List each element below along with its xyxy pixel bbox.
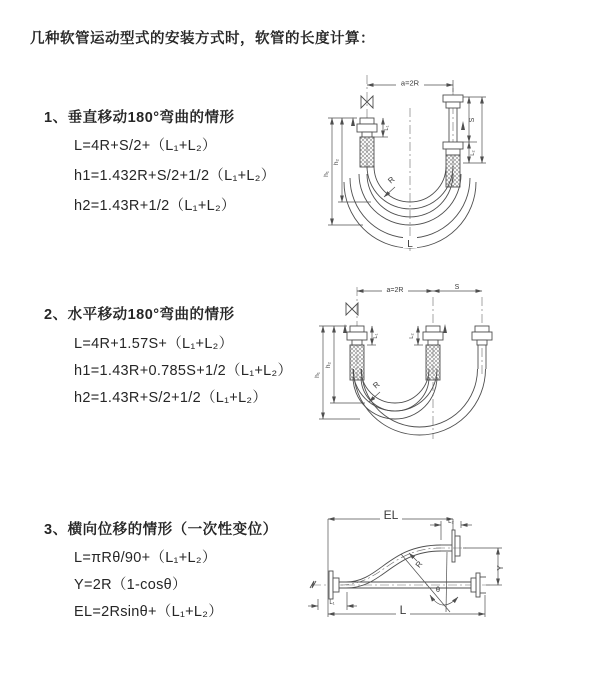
centerline-break-icon — [310, 581, 316, 588]
formula-line: L=πRθ/90+（L₁+L₂） — [74, 550, 217, 566]
section-1-heading: 1、垂直移动180°弯曲的情形 — [44, 110, 235, 126]
formula-line: EL=2Rsinθ+（L₁+L₂） — [74, 604, 224, 620]
flange-upper-right — [436, 530, 466, 562]
dim-label-l2: L₂ — [470, 150, 476, 156]
dim-label-radius: R — [386, 174, 397, 186]
dim-label-h1: h₁ — [323, 171, 330, 177]
formula-line: h1=1.43R+0.785S+1/2（L₁+L₂） — [74, 363, 293, 379]
page-title: 几种软管运动型式的安装方式时，软管的长度计算： — [30, 31, 375, 47]
dim-label-el: EL — [383, 508, 399, 522]
section-1-formulas — [74, 131, 276, 221]
hose-fitting-left — [357, 118, 377, 167]
dim-label-length: L — [399, 603, 407, 617]
dim-label-radius: R — [371, 379, 382, 391]
dim-label-length: L — [407, 239, 413, 250]
dim-label-h2: h₂ — [333, 158, 340, 166]
flow-arrow-icon — [461, 121, 465, 130]
dim-label-l1: L₁ — [329, 600, 335, 606]
dim-label-h2: h₂ — [325, 361, 332, 369]
flow-arrow-icon — [343, 324, 347, 333]
formula-line: h1=1.432R+S/2+1/2（L₁+L₂） — [74, 168, 276, 184]
dim-label-l2: L₂ — [409, 333, 415, 339]
formula-line: L=4R+1.57S+（L₁+L₂） — [74, 336, 234, 352]
formula-line: L=4R+S/2+（L₁+L₂） — [74, 138, 217, 154]
dim-label-l2: L₂ — [448, 519, 454, 525]
dim-label-l1: L₁ — [373, 333, 379, 339]
formula-line: Y=2R（1-cosθ） — [74, 577, 187, 593]
hose-s-curve — [340, 545, 441, 588]
dim-label-s: S — [454, 284, 460, 291]
diagram-vertical-180-bend — [313, 70, 588, 258]
diagram-lateral-displacement — [300, 500, 600, 652]
dim-label-theta: θ — [435, 585, 441, 594]
formula-line: h2=1.43R+1/2（L₁+L₂） — [74, 198, 236, 214]
hose-fitting-right — [472, 326, 492, 369]
section-3-heading: 3、横向位移的情形（一次性变位） — [44, 522, 278, 538]
section-3-formulas — [74, 545, 223, 626]
valve-icon — [346, 303, 358, 315]
dim-label-s: S — [469, 117, 476, 123]
dim-label-h1: h₁ — [314, 372, 321, 378]
dim-label-l1: L₁ — [384, 125, 390, 131]
dim-label-y: Y — [496, 565, 505, 571]
dim-label-span: a=2R — [386, 287, 404, 294]
section-2-formulas — [74, 331, 292, 412]
hose-fitting-middle — [423, 326, 443, 380]
hose-fitting-left — [347, 326, 367, 380]
section-2-heading: 2、水平移动180°弯曲的情形 — [44, 307, 235, 323]
diagram-horizontal-180-bend — [310, 283, 595, 451]
formula-line: h2=1.43R+S/2+1/2（L₁+L₂） — [74, 390, 268, 406]
flow-arrow-icon — [443, 324, 447, 333]
dim-label-span: a=2R — [400, 78, 420, 88]
hose-bend-arcs — [353, 369, 486, 435]
dim-label-radius: R — [413, 559, 425, 570]
